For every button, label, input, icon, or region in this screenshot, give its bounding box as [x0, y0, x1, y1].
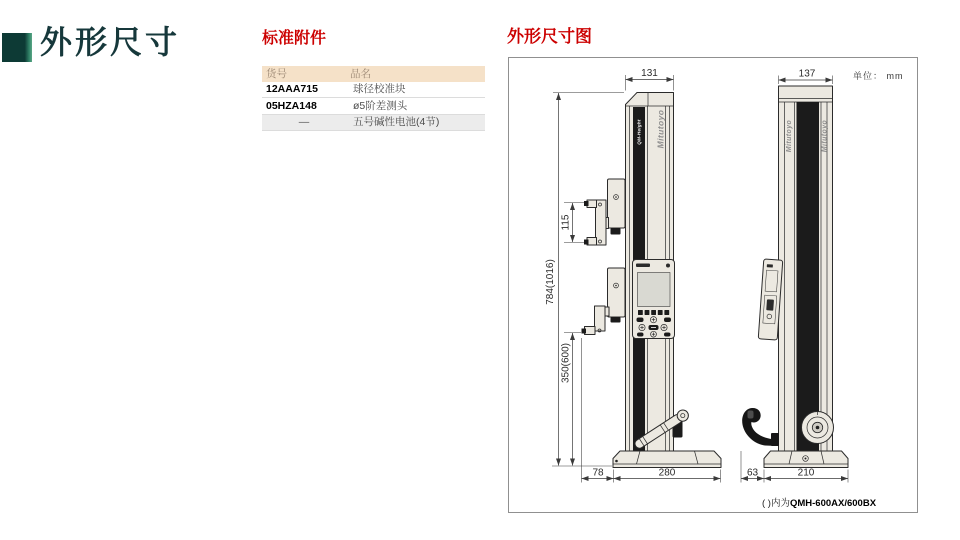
unit-label: 单位： mm — [853, 71, 904, 81]
control-panel — [633, 260, 675, 339]
table-header-row — [262, 66, 485, 82]
dim-probe-span: 115 — [560, 214, 572, 231]
base-front — [613, 451, 721, 468]
lower-probe-assembly — [582, 268, 626, 335]
dim-side-offset: 63 — [746, 467, 759, 479]
crank-handle-side — [742, 408, 779, 446]
dim-side-width: 137 — [798, 68, 816, 80]
brand-logo-front: Mitutoyo — [655, 109, 666, 149]
dim-front-base: 280 — [658, 467, 676, 479]
title-accent-square — [2, 33, 32, 62]
accessories-title: 标准附件 — [262, 30, 327, 47]
table-row — [262, 114, 485, 131]
dimension-drawing — [508, 57, 918, 513]
dim-front-width: 131 — [641, 68, 658, 79]
table-row — [262, 98, 485, 115]
table-row — [262, 82, 485, 98]
note-model: QMH-600AX/600BX — [789, 498, 877, 509]
dim-lower-height: 350(600) — [560, 342, 572, 384]
part-name: 球径校准块 — [346, 82, 485, 98]
part-name: ø5阶差测头 — [346, 98, 485, 115]
dim-side-base: 210 — [797, 467, 815, 479]
brand-logo-side-right: Mitutoyo — [821, 119, 829, 153]
drawing-note — [762, 495, 876, 509]
part-code: 12AAA715 — [262, 82, 346, 98]
page-title: 外形尺寸 — [40, 24, 181, 60]
accessories-table — [262, 66, 485, 131]
col-header-code: 货号 — [262, 66, 346, 82]
part-name: 五号碱性电池(4节) — [346, 114, 485, 131]
lcd-screen — [638, 273, 671, 307]
part-code: — — [262, 114, 346, 131]
upper-probe-assembly — [584, 179, 625, 245]
drawing-title: 外形尺寸图 — [507, 27, 592, 46]
clamp-knob — [802, 412, 834, 444]
dim-total-height: 784(1016) — [545, 259, 556, 305]
side-view-gauge — [742, 86, 848, 468]
brand-logo-side-left: Mitutoyo — [785, 119, 793, 153]
dimension-drawing-svg — [509, 58, 917, 512]
base-side — [764, 451, 848, 468]
note-prefix: ( )内为 — [762, 498, 790, 509]
col-header-name: 品名 — [346, 66, 485, 82]
column-stripe-label: QM-Height — [636, 119, 642, 145]
front-view-gauge — [582, 93, 722, 468]
dim-front-offset: 78 — [592, 467, 604, 479]
part-code: 05HZA148 — [262, 98, 346, 115]
